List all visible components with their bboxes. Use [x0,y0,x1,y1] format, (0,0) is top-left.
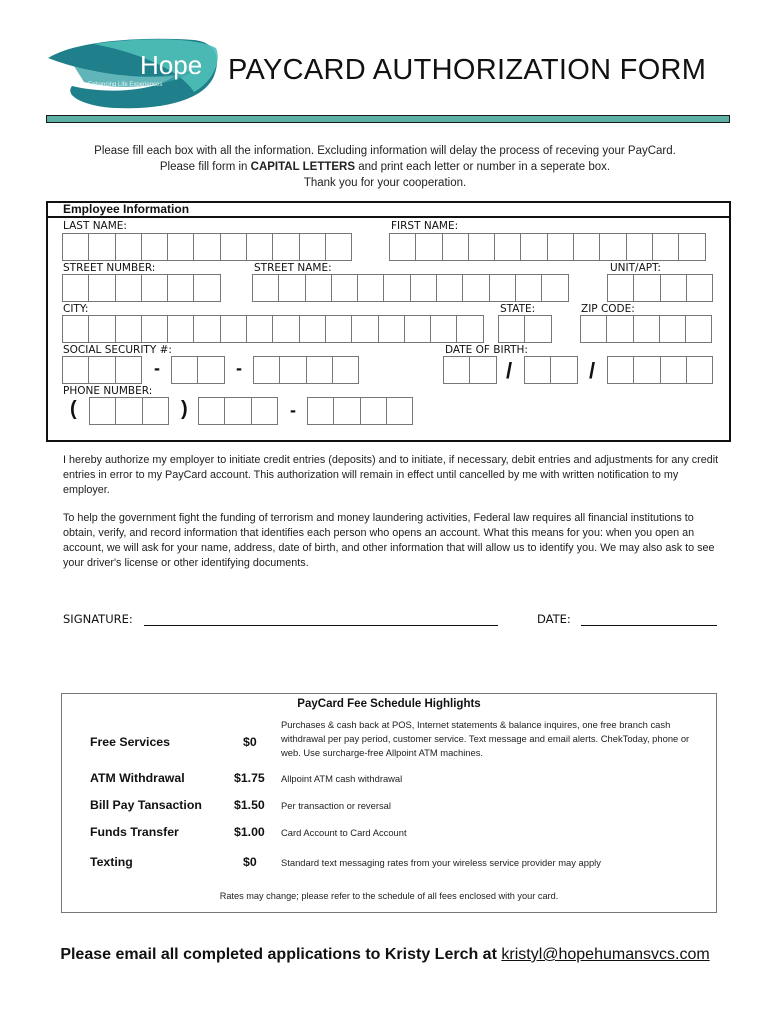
fee-row-description: Allpoint ATM cash withdrawal [281,773,403,784]
character-box[interactable] [524,356,551,384]
fee-row-amount: $0 [243,735,257,749]
character-box[interactable] [410,274,437,302]
character-box[interactable] [167,274,194,302]
fee-row-name: Bill Pay Tansaction [90,798,202,812]
fee-row-name: ATM Withdrawal [90,771,185,785]
character-box[interactable] [686,274,713,302]
character-box[interactable] [88,233,115,261]
character-box[interactable] [357,274,384,302]
character-box[interactable] [197,356,224,384]
fee-row-name: Texting [90,855,133,869]
ssn-boxes-part1[interactable] [62,356,141,384]
character-box[interactable] [307,397,334,425]
character-box[interactable] [660,274,687,302]
character-box[interactable] [498,315,525,343]
character-box[interactable] [550,356,577,384]
fee-row-amount: $1.50 [234,798,265,812]
character-box[interactable] [515,274,542,302]
footer-text: Please email all completed applications to Kristy Lerch at [60,946,502,963]
character-box[interactable] [633,274,660,302]
character-box[interactable] [685,315,712,343]
character-box[interactable] [456,315,483,343]
footer-instructions [0,946,770,964]
dob-day-boxes[interactable] [524,356,577,384]
character-box[interactable] [332,356,359,384]
city-label: CITY: [63,303,89,315]
character-box[interactable] [89,397,116,425]
hope-logo [44,36,224,112]
character-box[interactable] [469,356,496,384]
logo-tagline: Enhancing Life Experiences [88,82,163,88]
character-box[interactable] [305,274,332,302]
ssn-dash-2: - [236,358,242,378]
intro-line-1: Please fill each box with all the information. Excluding information will delay the process of receving your PayCard. [94,145,676,157]
signature-label: SIGNATURE: [63,612,133,626]
fee-row-description: Purchases & cash back at POS, Internet statements & balance inquires, one free branch cash withdrawal per pay period, customer service. Text message and email alerts. ChekToday, phone or web. Use surcharge-free Allpoint ATM machines. [281,719,690,758]
zip-code-boxes[interactable] [580,315,711,343]
character-box[interactable] [607,356,634,384]
date-line[interactable] [581,625,717,626]
character-box[interactable] [462,274,489,302]
character-box[interactable] [278,274,305,302]
character-box[interactable] [224,397,251,425]
character-box[interactable] [167,315,194,343]
character-box[interactable] [430,315,457,343]
character-box[interactable] [573,233,600,261]
character-box[interactable] [220,315,247,343]
character-box[interactable] [88,315,115,343]
character-box[interactable] [325,233,352,261]
character-box[interactable] [378,315,405,343]
character-box[interactable] [62,356,89,384]
character-box[interactable] [220,233,247,261]
character-box[interactable] [115,274,142,302]
character-box[interactable] [686,356,713,384]
street-number-label: STREET NUMBER: [63,262,156,274]
character-box[interactable] [386,397,413,425]
character-box[interactable] [333,397,360,425]
intro-line-3: Thank you for your cooperation. [303,177,467,189]
character-box[interactable] [547,233,574,261]
character-box[interactable] [193,274,220,302]
character-box[interactable] [541,274,568,302]
employee-info-heading: Employee Information [63,202,190,216]
character-box[interactable] [524,315,551,343]
character-box[interactable] [633,315,660,343]
fee-row-description: Card Account to Card Account [281,827,407,838]
character-box[interactable] [443,356,470,384]
character-box[interactable] [88,356,115,384]
fee-schedule-note: Rates may change; please refer to the schedule of all fees enclosed with your card. [219,891,559,901]
first-name-boxes[interactable] [389,233,705,261]
character-box[interactable] [62,233,89,261]
character-box[interactable] [171,356,198,384]
character-box[interactable] [88,274,115,302]
street-name-boxes[interactable] [252,274,568,302]
phone-area-code-boxes[interactable] [89,397,168,425]
character-box[interactable] [167,233,194,261]
dob-slash-1: / [506,358,513,383]
character-box[interactable] [325,315,352,343]
fee-row-description: Per transaction or reversal [281,800,391,811]
street-name-label: STREET NAME: [254,262,332,274]
character-box[interactable] [633,356,660,384]
phone-label: PHONE NUMBER: [63,385,153,397]
phone-line-boxes[interactable] [307,397,412,425]
character-box[interactable] [442,233,469,261]
last-name-boxes[interactable] [62,233,351,261]
character-box[interactable] [494,233,521,261]
dob-slash-2: / [589,358,596,383]
state-boxes[interactable] [498,315,551,343]
character-box[interactable] [580,315,607,343]
character-box[interactable] [115,233,142,261]
fee-row-amount: $1.00 [234,825,265,839]
character-box[interactable] [331,274,358,302]
character-box[interactable] [489,274,516,302]
character-box[interactable] [659,315,686,343]
street-number-boxes[interactable] [62,274,220,302]
footer-email-link[interactable]: kristyl@hopehumansvcs.com [501,946,710,963]
signature-line[interactable] [144,625,498,626]
ssn-dash-1: - [154,358,160,378]
character-box[interactable] [251,397,278,425]
character-box[interactable] [141,274,168,302]
form-title: PAYCARD AUTHORIZATION FORM [228,54,707,86]
city-boxes[interactable] [62,315,483,343]
phone-dash: - [290,400,296,420]
intro-line-2-pre: Please fill form in [159,161,251,173]
character-box[interactable] [299,233,326,261]
title-divider-bar [46,115,730,123]
phone-paren-open: ( [70,398,77,420]
character-box[interactable] [142,397,169,425]
fee-row-amount: $1.75 [234,771,265,785]
logo-text: Hope [140,50,203,80]
character-box[interactable] [299,315,326,343]
character-box[interactable] [404,315,431,343]
dob-label: DATE OF BIRTH: [445,344,528,356]
character-box[interactable] [141,315,168,343]
character-box[interactable] [626,233,653,261]
character-box[interactable] [246,233,273,261]
character-box[interactable] [607,274,634,302]
fee-schedule-title: PayCard Fee Schedule Highlights [297,698,481,710]
authorization-paragraph: I hereby authorize my employer to initiate credit entries (deposits) and to initiate, if necessary, debit entries and adjustments for any credit entries in error to my PayCard account. This authorization will remain in effect until cancelled by me with written notification to my employer. [63,454,719,496]
employee-header-divider [46,216,731,218]
fee-row-name: Funds Transfer [90,825,179,839]
fee-row-description: Standard text messaging rates from your wireless service provider may apply [281,857,601,868]
character-box[interactable] [193,233,220,261]
character-box[interactable] [279,356,306,384]
character-box[interactable] [678,233,705,261]
character-box[interactable] [246,315,273,343]
character-box[interactable] [652,233,679,261]
phone-prefix-boxes[interactable] [198,397,277,425]
character-box[interactable] [389,233,416,261]
character-box[interactable] [272,315,299,343]
character-box[interactable] [468,233,495,261]
date-label: DATE: [537,612,571,626]
character-box[interactable] [599,233,626,261]
dob-month-boxes[interactable] [443,356,496,384]
character-box[interactable] [520,233,547,261]
phone-paren-close: ) [181,398,188,420]
character-box[interactable] [360,397,387,425]
character-box[interactable] [660,356,687,384]
last-name-label: LAST NAME: [63,220,127,232]
intro-line-2 [0,161,770,173]
unit-apt-boxes[interactable] [607,274,712,302]
ssn-boxes-part3[interactable] [253,356,358,384]
zip-code-label: ZIP CODE: [581,303,635,315]
character-box[interactable] [253,356,280,384]
state-label: STATE: [500,303,536,315]
character-box[interactable] [115,397,142,425]
fee-row-name: Free Services [90,735,170,749]
character-box[interactable] [62,315,89,343]
dob-year-boxes[interactable] [607,356,712,384]
intro-line-2-bold: CAPITAL LETTERS [250,161,356,173]
character-box[interactable] [141,233,168,261]
character-box[interactable] [383,274,410,302]
intro-line-2-post: and print each letter or number in a seperate box. [355,161,611,173]
character-box[interactable] [62,274,89,302]
character-box[interactable] [198,397,225,425]
ssn-boxes-part2[interactable] [171,356,224,384]
character-box[interactable] [252,274,279,302]
character-box[interactable] [115,356,142,384]
character-box[interactable] [115,315,142,343]
unit-apt-label: UNIT/APT: [610,262,661,274]
patriot-act-paragraph: To help the government fight the funding of terrorism and money laundering activities, Federal law requires all financial institutions to obtain, verify, and record information that identifies each person who opens an account. What this means for you: when you open an account, we will ask for your name, address, date of birth, and other information that will allow us to identify you. We may also ask to see your driver's license or other identifying documents. [63,512,715,569]
character-box[interactable] [351,315,378,343]
character-box[interactable] [272,233,299,261]
fee-row-amount: $0 [243,855,257,869]
first-name-label: FIRST NAME: [391,220,459,232]
character-box[interactable] [415,233,442,261]
character-box[interactable] [436,274,463,302]
ssn-label: SOCIAL SECURITY #: [63,344,172,356]
character-box[interactable] [606,315,633,343]
character-box[interactable] [193,315,220,343]
character-box[interactable] [306,356,333,384]
